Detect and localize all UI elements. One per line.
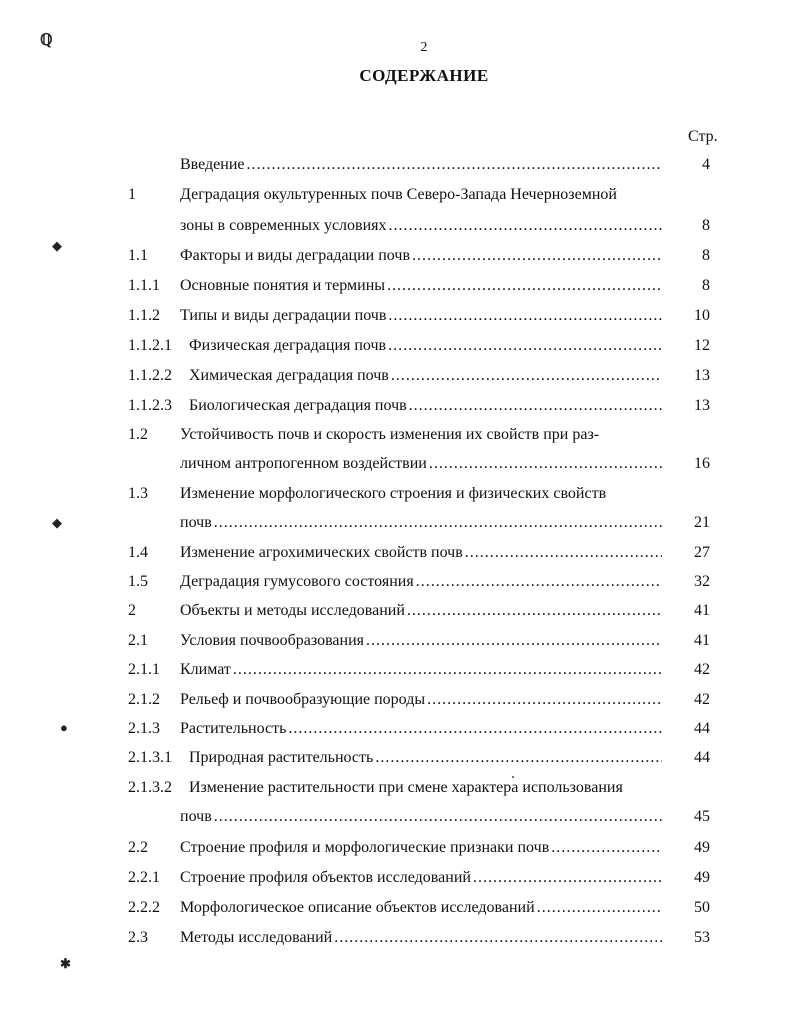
toc-entry [0, 276, 798, 296]
toc-entry-page: 10 [694, 307, 710, 324]
toc-entry-title: Изменение растительности при смене характера использования [189, 779, 623, 796]
page-column-header: Стр. [688, 128, 718, 145]
toc-entry-number: 1.1.2.2 [128, 367, 172, 384]
toc-entry [0, 454, 798, 474]
toc-entry-page: 13 [694, 397, 710, 414]
toc-entry-title-leader [180, 185, 662, 205]
scan-artifact-mark: ◆ [52, 238, 62, 253]
toc-entry [0, 306, 798, 326]
toc-entry-title-leader [189, 336, 662, 356]
toc-entry-page: 45 [694, 808, 710, 825]
toc-entry-page: 12 [694, 337, 710, 354]
toc-entry-title: Деградация гумусового состояния [180, 573, 414, 590]
toc-entry-page: 50 [694, 899, 710, 916]
toc-entry-title: Методы исследований [180, 929, 333, 946]
toc-entry-title-leader [180, 306, 662, 326]
toc-entry-title-leader [180, 838, 662, 858]
toc-entry-title-leader [189, 748, 662, 768]
toc-entry-page: 4 [702, 156, 710, 173]
toc-entry-number: 2 [128, 602, 136, 619]
toc-entry-number: 1.2 [128, 426, 148, 443]
toc-entry-title-leader [180, 690, 662, 710]
toc-entry-number: 1.1.1 [128, 277, 160, 294]
toc-entry [0, 543, 798, 563]
toc-entry [0, 484, 798, 504]
toc-entry-title-leader [180, 513, 662, 533]
toc-entry-number: 1.5 [128, 573, 148, 590]
toc-entry-title-leader [189, 396, 662, 416]
toc-entry [0, 807, 798, 827]
toc-entry-title-leader [180, 572, 662, 592]
toc-entry [0, 660, 798, 680]
toc-entry-page: 41 [694, 602, 710, 619]
toc-entry [0, 898, 798, 918]
toc-entry-title-leader [180, 660, 662, 680]
scan-artifact-mark: ● [60, 720, 68, 735]
toc-entry-page: 44 [694, 749, 710, 766]
toc-entry-number: 1.1.2.3 [128, 397, 172, 414]
toc-entry-title: зоны в современных условиях [180, 217, 387, 234]
toc-entry [0, 155, 798, 175]
toc-entry [0, 216, 798, 236]
toc-entry-page: 27 [694, 544, 710, 561]
toc-entry-title-leader [180, 807, 662, 827]
toc-entry-title-leader [180, 601, 662, 621]
toc-entry-title: Изменение агрохимических свойств почв [180, 544, 463, 561]
toc-entry-title-leader [180, 719, 662, 739]
toc-entry-number: 2.2.1 [128, 869, 160, 886]
toc-entry [0, 868, 798, 888]
toc-entry-title: Химическая деградация почв [189, 367, 389, 384]
toc-entry-title: Деградация окультуренных почв Северо-Запада Нечерноземной [180, 186, 617, 203]
toc-entry [0, 185, 798, 205]
toc-entry-title: почв [180, 514, 212, 531]
toc-entry-title-leader [180, 868, 662, 888]
toc-entry-number: 2.2 [128, 839, 148, 856]
toc-entry [0, 631, 798, 651]
toc-entry-title: Физическая деградация почв [189, 337, 387, 354]
toc-entry-title-leader [180, 543, 662, 563]
toc-entry-page: 16 [694, 455, 710, 472]
toc-entry-title: Биологическая деградация почв [189, 397, 407, 414]
toc-entry-title: Климат [180, 661, 231, 678]
toc-entry [0, 513, 798, 533]
toc-entry-page: 42 [694, 691, 710, 708]
page-title: СОДЕРЖАНИЕ [359, 66, 489, 85]
toc-entry [0, 601, 798, 621]
toc-entry-number: 2.1.2 [128, 691, 160, 708]
toc-entry-number: 1.1.2.1 [128, 337, 172, 354]
toc-entry [0, 719, 798, 739]
toc-entry-title-leader [180, 246, 662, 266]
toc-entry-page: 8 [702, 247, 710, 264]
toc-entry-title: почв [180, 808, 212, 825]
toc-entry-page: 49 [694, 839, 710, 856]
toc-entry-page: 44 [694, 720, 710, 737]
toc-entry-title: Изменение морфологического строения и физических свойств [180, 485, 607, 502]
toc-entry-page: 53 [694, 929, 710, 946]
toc-entry-title: Морфологическое описание объектов исследований [180, 899, 535, 916]
toc-entry-page: 41 [694, 632, 710, 649]
toc-entry-number: 2.1.3.2 [128, 779, 172, 796]
toc-entry [0, 425, 798, 445]
toc-entry-title-leader [180, 155, 662, 175]
toc-entry-number: 2.2.2 [128, 899, 160, 916]
toc-entry [0, 928, 798, 948]
page-number: 2 [420, 40, 428, 55]
toc-entry-title: Основные понятия и термины [180, 277, 385, 294]
toc-entry [0, 336, 798, 356]
toc-entry-number: 2.1 [128, 632, 148, 649]
toc-entry-page: 32 [694, 573, 710, 590]
toc-entry-title: Строение профиля объектов исследований [180, 869, 471, 886]
toc-entry-page: 8 [702, 217, 710, 234]
toc-entry-title-leader [180, 216, 662, 236]
toc-entry [0, 572, 798, 592]
toc-entry-page: 42 [694, 661, 710, 678]
toc-entry-title-leader [189, 778, 662, 798]
toc-entry-title: Природная растительность [189, 749, 374, 766]
toc-entry-title: личном антропогенном воздействии [180, 455, 427, 472]
toc-entry [0, 396, 798, 416]
scan-artifact-mark: ℚ [40, 32, 53, 49]
toc-entry-title-leader [189, 366, 662, 386]
toc-entry-page: 13 [694, 367, 710, 384]
toc-entry-title: Типы и виды деградации почв [180, 307, 387, 324]
toc-entry [0, 366, 798, 386]
toc-entry-number: 1 [128, 186, 136, 203]
toc-entry-number: 1.1 [128, 247, 148, 264]
toc-entry-number: 1.3 [128, 485, 148, 502]
toc-entry-number: 1.4 [128, 544, 148, 561]
toc-entry-number: 2.3 [128, 929, 148, 946]
toc-entry [0, 778, 798, 798]
toc-entry-number: 1.1.2 [128, 307, 160, 324]
toc-entry-title-leader [180, 484, 662, 504]
toc-entry [0, 246, 798, 266]
toc-entry-title: Условия почвообразования [180, 632, 365, 649]
toc-entry-title-leader [180, 928, 662, 948]
toc-entry-title: Устойчивость почв и скорость изменения их свойств при раз- [180, 426, 600, 443]
toc-entry [0, 838, 798, 858]
toc-entry-page: 21 [694, 514, 710, 531]
toc-entry [0, 690, 798, 710]
toc-entry-title: Строение профиля и морфологические признаки почв [180, 839, 550, 856]
toc-entry-title-leader [180, 898, 662, 918]
toc-entry [0, 748, 798, 768]
toc-entry-title: Объекты и методы исследований [180, 602, 405, 619]
toc-entry-number: 2.1.3 [128, 720, 160, 737]
toc-entry-title-leader [180, 276, 662, 296]
scan-artifact-mark: ✱ [60, 956, 71, 971]
toc-entry-title-leader [180, 425, 662, 445]
toc-entry-title-leader [180, 631, 662, 651]
scan-artifact-mark: ◆ [52, 515, 62, 530]
toc-entry-number: 2.1.3.1 [128, 749, 172, 766]
toc-entry-title: Рельеф и почвообразующие породы [180, 691, 426, 708]
toc-entry-title: Растительность [180, 720, 287, 737]
toc-entry-page: 8 [702, 277, 710, 294]
toc-entry-page: 49 [694, 869, 710, 886]
toc-entry-title-leader [180, 454, 662, 474]
toc-entry-number: 2.1.1 [128, 661, 160, 678]
toc-entry-title: Факторы и виды деградации почв [180, 247, 410, 264]
toc-entry-title: Введение [180, 156, 245, 173]
